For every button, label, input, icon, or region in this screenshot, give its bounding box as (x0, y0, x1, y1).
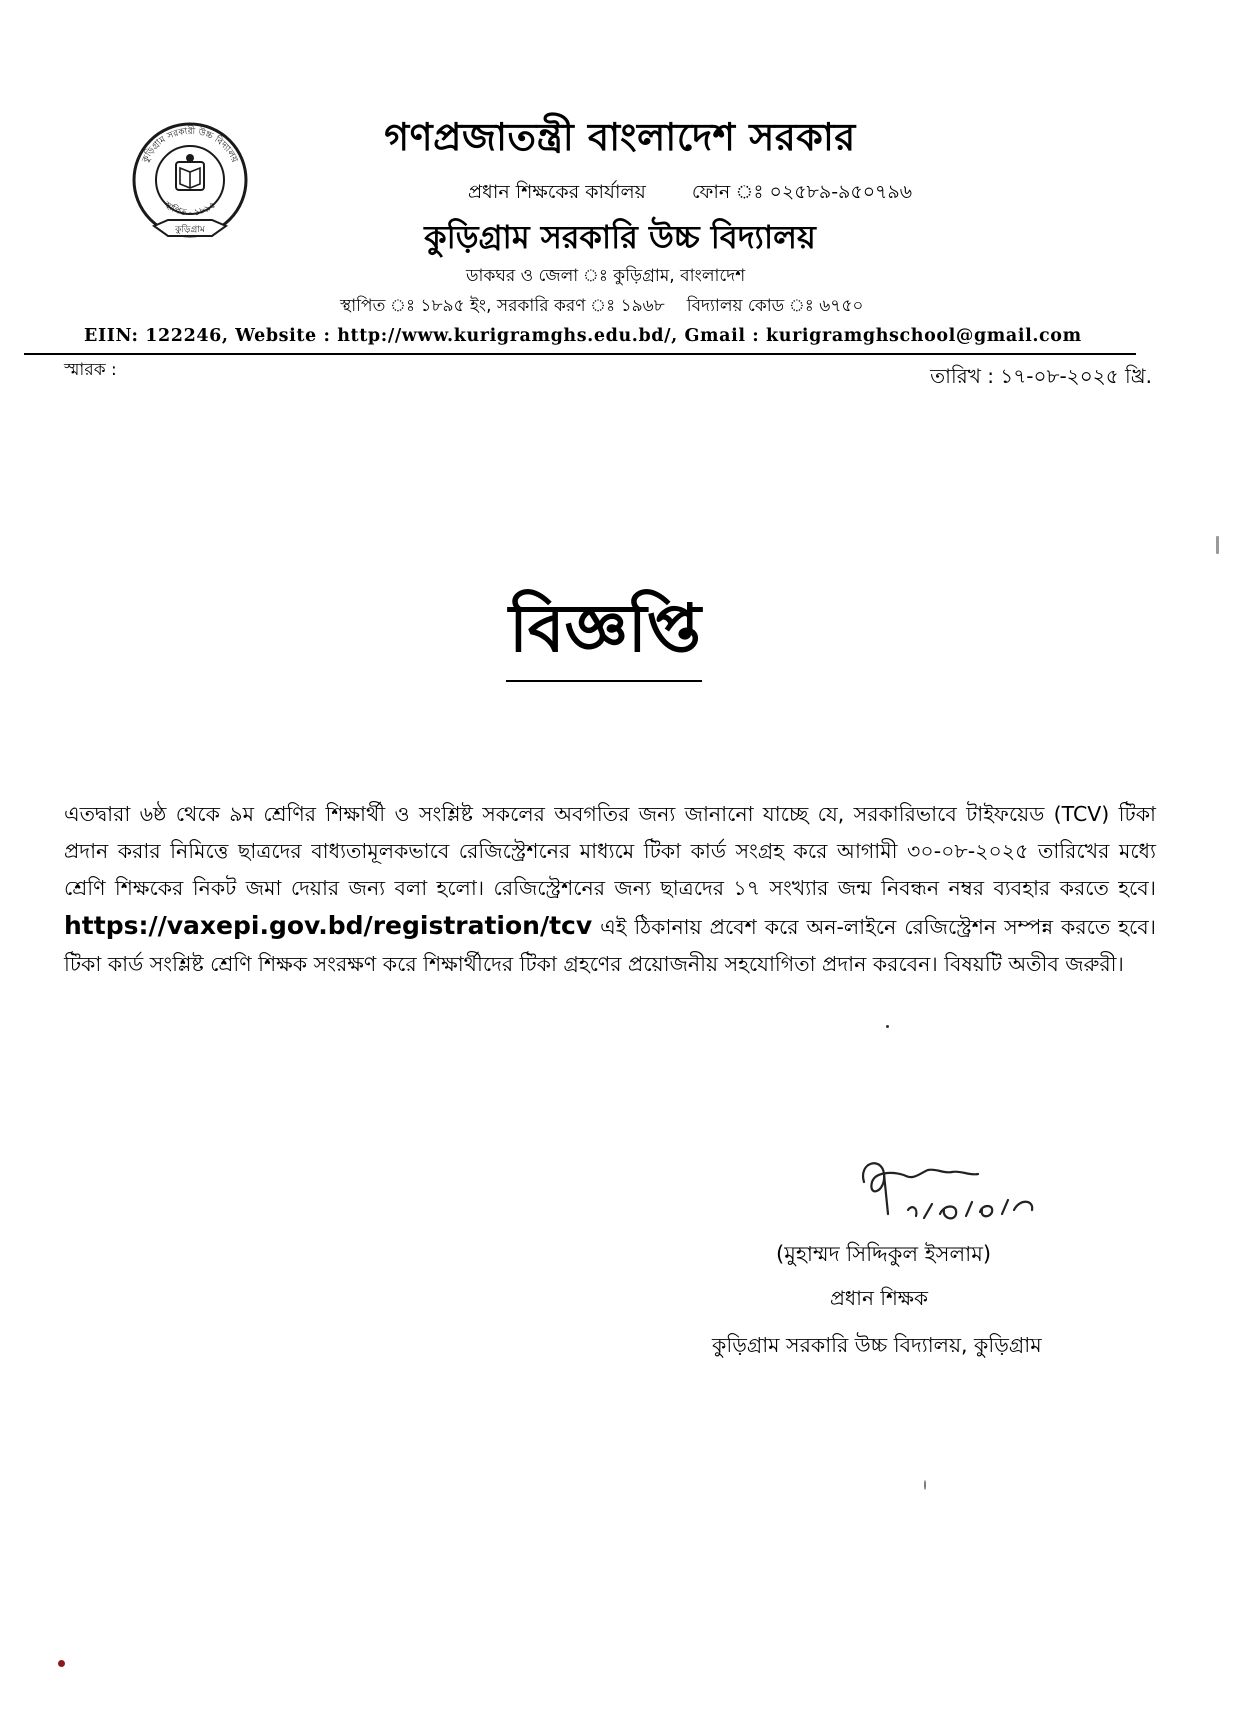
memo-number-label: স্মারক : (64, 360, 117, 380)
scan-speck (924, 1480, 926, 1490)
seal-ring-text-bottom: স্থাপিত - ১৮৯৫ (162, 200, 218, 219)
notice-title: বিজ্ঞপ্তি (509, 590, 701, 667)
signer-designation: প্রধান শিক্ষক (830, 1286, 928, 1310)
seal-ring-text-top: কুড়িগ্রাম সরকারী উচ্চ বিদ্যালয় (140, 126, 240, 165)
phone-number: ফোন ঃ ০২৫৮৯-৯৫০৭৯৬ (691, 181, 913, 203)
government-title: গণপ্রজাতন্ত্রী বাংলাদেশ সরকার (384, 115, 856, 159)
office-name: প্রধান শিক্ষকের কার্যালয় (468, 181, 646, 203)
postal-address: ডাকঘর ও জেলা ঃ কুড়িগ্রাম, বাংলাদেশ (466, 266, 746, 286)
school-name: কুড়িগ্রাম সরকারি উচ্চ বিদ্যালয় (424, 218, 816, 256)
office-line (468, 178, 912, 210)
body-text-part-2: এই ঠিকানায় প্রবেশ করে অন-লাইনে রেজিস্ট্রেশন সম্পন্ন করতে হবে। টিকা কার্ড সংশ্লিষ্ট শ্রেণি শিক্ষক সংরক্ষণ করে শিক্ষার্থীদের টিকা গ্রহণের প্রয়োজনীয় সহযোগিতা প্রদান করবেন। বিষয়টি অতীব জরুরী। (64, 915, 1156, 976)
established-info: স্থাপিত ঃ ১৮৯৫ ইং, সরকারি করণ ঃ ১৯৬৮ (340, 296, 665, 316)
school-code: বিদ্যালয় কোড ঃ ৬৭৫০ (686, 296, 864, 316)
handwritten-signature (848, 1152, 1048, 1238)
registration-link[interactable]: https://vaxepi.gov.bd/registration/tcv (64, 911, 593, 940)
scan-speck (886, 1025, 889, 1028)
signer-institution: কুড়িগ্রাম সরকারি উচ্চ বিদ্যালয়, কুড়িগ্রাম (712, 1333, 1042, 1357)
school-seal-logo (128, 118, 252, 248)
contact-info-line: EIIN: 122246, Website : http://www.kurigramghs.edu.bd/, Gmail : kurigramghschool@gmail.com (84, 326, 1082, 346)
notice-date: তারিখ : ১৭-০৮-২০২৫ খ্রি. (930, 364, 1152, 388)
signer-name: (মুহাম্মদ সিদ্দিকুল ইসলাম) (776, 1242, 992, 1266)
scan-speck (58, 1660, 65, 1667)
body-text-part-1: এতদ্বারা ৬ষ্ঠ থেকে ৯ম শ্রেণির শিক্ষার্থী ও সংশ্লিষ্ট সকলের অবগতির জন্য জানানো যাচ্ছে যে, সরকারিভাবে টাইফয়েড (TCV) টিকা প্রদান করার নিমিত্তে ছাত্রদের বাধ্যতামূলকভাবে রেজিস্ট্রেশনের মাধ্যমে টিকা কার্ড সংগ্রহ করে আগামী ৩০-০৮-২০২৫ তারিখের মধ্যে শ্রেণি শিক্ষকের নিকট জমা দেয়ার জন্য বলা হলো। রেজিস্ট্রেশনের জন্য ছাত্রদের ১৭ সংখ্যার জন্ম নিবন্ধন নম্বর ব্যবহার করতে হবে। (64, 802, 1156, 900)
notice-body (64, 796, 1156, 983)
title-underline (506, 680, 702, 682)
header-divider (24, 353, 1136, 355)
establishment-line (340, 293, 863, 321)
seal-banner-text: কুড়িগ্রাম (175, 225, 205, 235)
scan-edge-mark (1216, 536, 1219, 554)
svg-text:স্থাপিত - ১৮৯৫ (161, 200, 217, 219)
